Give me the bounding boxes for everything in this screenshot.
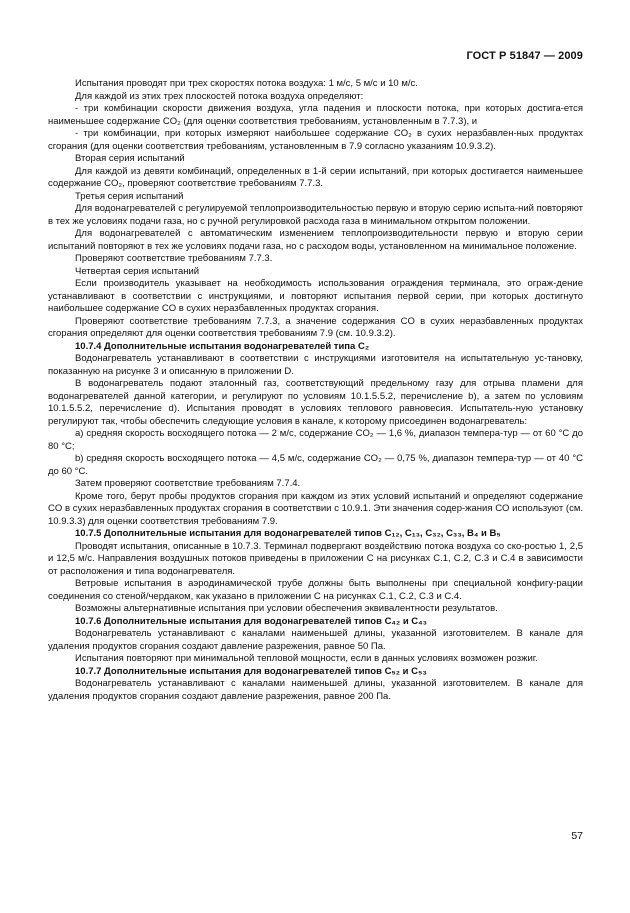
paragraph: Затем проверяют соответствие требованиям 7.7.4. (75, 478, 301, 489)
paragraph: Испытания проводят при трех скоростях потока воздуха: 1 м/с, 5 м/с и 10 м/с. (75, 78, 418, 89)
paragraph: Проверяют соответствие требованиям 7.7.3. (75, 253, 273, 264)
paragraph: Ветровые испытания в аэродинамической трубе должны быть выполнены при специальной конфигу-рации соединения со стеной/чердаком, как указано в приложении C на рисунках C.1, C.2, C.3 и C.4. (48, 578, 583, 602)
section-heading: 10.7.4 Дополнительные испытания водонагревателей типа C₂ (75, 340, 370, 352)
paragraph: В водонагреватель подают эталонный газ, соответствующий предельному газу для отрыва пламени для водонагревателей данной категории, и регулируют по условиям 10.1.5.5.2, перечисление b), а затем по условиям 10.1.5.5.2, перечисление d). Испытания проводят в условиях теплового равновесия. Испытатель-ную установку регулируют так, чтобы обеспечить следующие условия в канале, к которому присоединен водонагреватель: (48, 378, 583, 427)
section-heading: 10.7.6 Дополнительные испытания для водонагревателей типов C₄₂ и C₄₃ (75, 615, 428, 627)
paragraph: Если производитель указывает на необходимость использования ограждения терминала, это ограж-дение устанавливают в соответствии с инструкциями, и повторяют испытания первой серии, при которых достигнуто наибольшее содержание CO в сухих неразбавленных продуктах сгорания. (48, 278, 583, 314)
paragraph: Проверяют соответствие требованиям 7.7.3, а значение содержания CO в сухих неразбавленных продуктах сгорания определяют для оценки соответствия требованиям 7.9 (см. 10.9.3.2). (48, 315, 583, 339)
standard-header: ГОСТ Р 51847 — 2009 (466, 50, 583, 62)
paragraph: - три комбинации скорости движения воздуха, угла падения и плоскости потока, при которых достига-ется наименьшее содержание CO₂ (для оценки соответствия требованиям, установленным в 7.7.3), и (48, 103, 583, 127)
paragraph: Для каждой из девяти комбинаций, определенных в 1-й серии испытаний, при которых достигается наименьшее содержание CO₂, проверяют соответствие требованиям 7.7.3. (48, 165, 583, 189)
paragraph: Кроме того, берут пробы продуктов сгорания при каждом из этих условий испытаний и определяют содержание CO в сухих неразбавленных продуктах сгорания в соответствии с 10.9.1. Эти значения содер-жания CO используют (см. 10.9.3.3) для оценки соответствия требованиям 7.9. (48, 490, 583, 527)
paragraph: Третья серия испытаний (75, 190, 184, 202)
paragraph: Для водонагревателей с регулируемой теплопроизводительностью первую и вторую серию испыта-ний повторяют в тех же условиях подачи газа, но с ручной регулировкой расхода газа в минимальном открытом положении. (48, 203, 583, 227)
paragraph: Вторая серия испытаний (75, 153, 185, 164)
paragraph: Проводят испытания, описанные в 10.7.3. Терминал подвергают воздействию потока воздуха со ско-ростью 1, 2,5 и 12,5 м/с. Направления воздушных потоков приведены в приложении C на рисунках C.1, C.2, C.3 и C.4 в зависимости от расположения и типа водонагревателя. (48, 540, 583, 577)
paragraph: b) средняя скорость восходящего потока — 4,5 м/с, содержание CO₂ — 0,75 %, диапазон темпера-тур — от 40 °C до 60 °C. (48, 453, 583, 477)
page-number: 57 (571, 830, 583, 842)
paragraph: Испытания повторяют при минимальной тепловой мощности, если в данных условиях возможен розжиг. (75, 653, 538, 664)
section-heading: 10.7.7 Дополнительные испытания для водонагревателей типов C₅₂ и C₅₃ (75, 665, 427, 677)
paragraph: Водонагреватель устанавливают с каналами наименьшей длины, указанной изготовителем. В канале для удаления продуктов сгорания создают давление разрежения, равное 200 Па. (48, 678, 583, 702)
paragraph: Четвертая серия испытаний (75, 265, 200, 277)
paragraph: Водонагреватель устанавливают в соответствии с инструкциями изготовителя на испытательную ус-тановку, показанную на рисунке 3 и описанную в приложении D. (48, 353, 583, 377)
paragraph: Возможны альтернативные испытания при условии обеспечения эквивалентности результатов. (75, 603, 498, 614)
paragraph: - три комбинации, при которых измеряют наибольшее содержание CO₂ в сухих неразбавлен-ных продуктах сгорания (для оценки соответствия требованиям, установленным в 7.9 согласно указаниям 10.9.3.2). (48, 128, 583, 152)
document-body (48, 78, 583, 703)
paragraph: a) средняя скорость восходящего потока — 2 м/с, содержание CO₂ — 1,6 %, диапазон темпера-тур — от 60 °C до 80 °C; (48, 428, 583, 452)
section-heading: 10.7.5 Дополнительные испытания для водонагревателей типов C₁₂, C₁₃, C₃₂, C₃₃, B₄ и B₅ (75, 528, 501, 539)
paragraph: Водонагреватель устанавливают с каналами наименьшей длины, указанной изготовителем. В канале для удаления продуктов сгорания создают давление разрежения, равное 50 Па. (48, 628, 583, 652)
paragraph: Для каждой из этих трех плоскостей потока воздуха определяют: (75, 90, 364, 102)
paragraph: Для водонагревателей с автоматическим изменением теплопроизводительности первую и вторую серии испытаний повторяют в тех же условиях подачи газа, но с расходом воды, установленном на минимальное положение. (48, 228, 583, 252)
